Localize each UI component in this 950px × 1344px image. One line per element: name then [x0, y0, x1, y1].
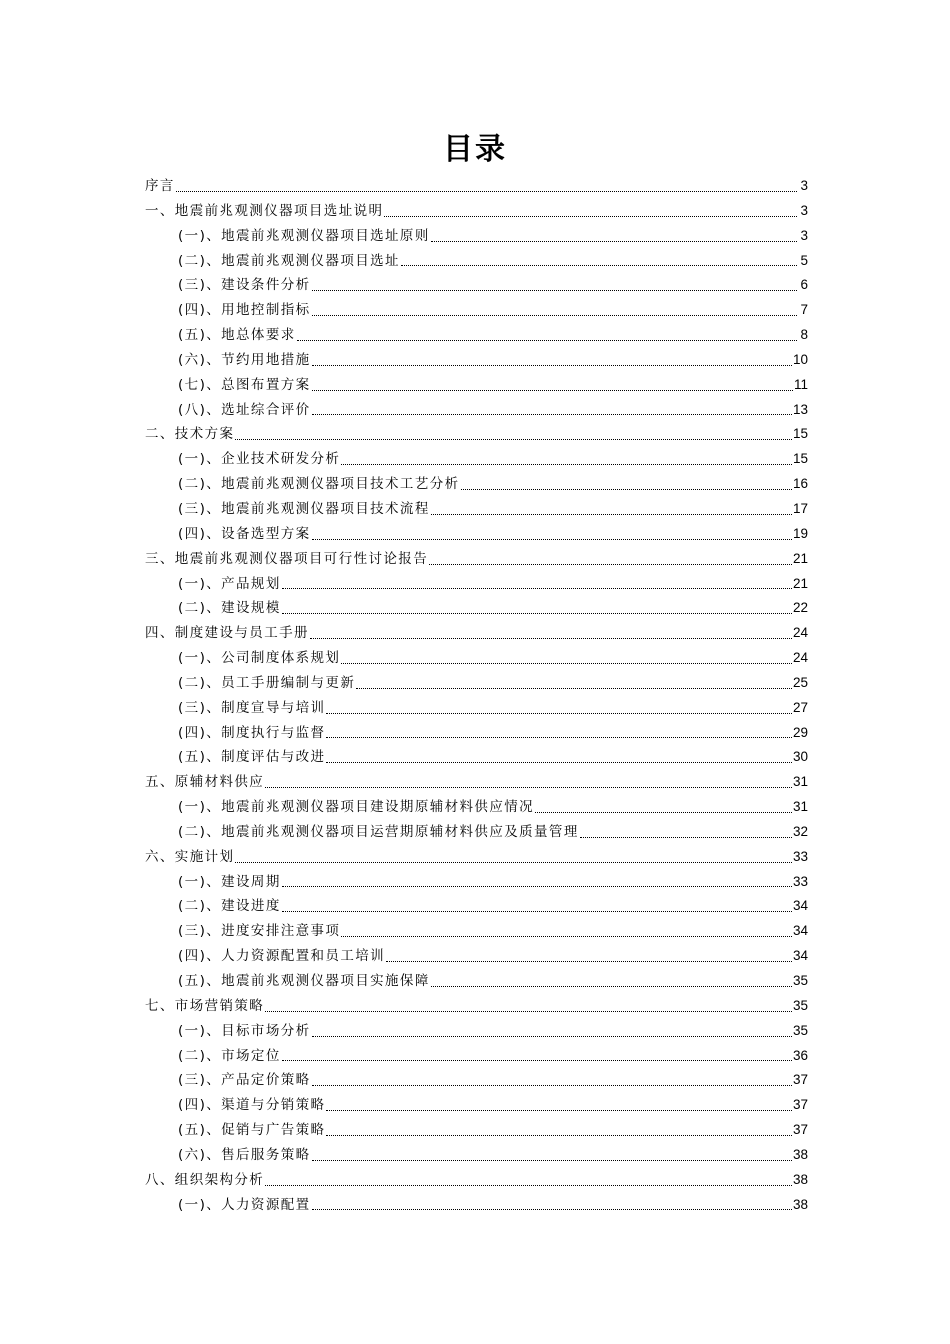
toc-subsection-entry[interactable] [145, 1143, 808, 1168]
toc-entry-label: (三)、地震前兆观测仪器项目技术流程 [178, 500, 430, 517]
toc-page-number: 6 [800, 277, 808, 293]
toc-entry-label: (二)、建设规模 [178, 600, 281, 617]
toc-subsection-entry[interactable] [145, 1068, 808, 1093]
toc-section-entry[interactable] [145, 621, 808, 646]
dot-leader [312, 390, 793, 391]
toc-section-entry[interactable] [145, 422, 808, 447]
dot-leader [235, 439, 792, 440]
toc-page-number: 38 [792, 1171, 808, 1187]
toc-subsection-entry[interactable] [145, 1093, 808, 1118]
dot-leader [282, 886, 792, 887]
toc-page-number: 37 [792, 1097, 808, 1113]
toc-entry-label: (一)、人力资源配置 [178, 1196, 311, 1213]
toc-subsection-entry[interactable] [145, 596, 808, 621]
toc-entry-label: (五)、制度评估与改进 [178, 749, 326, 766]
toc-subsection-entry[interactable] [145, 1044, 808, 1069]
dot-leader [312, 315, 797, 316]
toc-page-number: 17 [792, 500, 808, 516]
toc-subsection-entry[interactable] [145, 1019, 808, 1044]
toc-page-number: 5 [800, 252, 808, 268]
toc-subsection-entry[interactable] [145, 249, 808, 274]
toc-page-number: 21 [792, 550, 808, 566]
toc-entry-label: 五、原辅材料供应 [145, 774, 265, 791]
toc-entry-label: (三)、产品定价策略 [178, 1072, 311, 1089]
toc-subsection-entry[interactable] [145, 572, 808, 597]
toc-page-number: 24 [792, 625, 808, 641]
toc-subsection-entry[interactable] [145, 870, 808, 895]
table-of-contents [145, 174, 808, 1217]
dot-leader [326, 1135, 792, 1136]
dot-leader [535, 812, 792, 813]
dot-leader [265, 787, 792, 788]
toc-subsection-entry[interactable] [145, 944, 808, 969]
toc-section-entry[interactable] [145, 547, 808, 572]
toc-subsection-entry[interactable] [145, 522, 808, 547]
dot-leader [312, 290, 797, 291]
dot-leader [312, 1036, 792, 1037]
toc-entry-label: (六)、节约用地措施 [178, 351, 311, 368]
dot-leader [265, 1011, 792, 1012]
dot-leader [326, 1110, 792, 1111]
dot-leader [282, 613, 792, 614]
toc-entry-label: (八)、选址综合评价 [178, 401, 311, 418]
dot-leader [386, 961, 792, 962]
toc-subsection-entry[interactable] [145, 795, 808, 820]
toc-page-number: 3 [800, 227, 808, 243]
toc-entry-label: (五)、地震前兆观测仪器项目实施保障 [178, 973, 430, 989]
toc-entry-label: (四)、用地控制指标 [178, 302, 311, 319]
toc-subsection-entry[interactable] [145, 298, 808, 323]
toc-page-number: 34 [792, 948, 808, 964]
toc-entry-label: (二)、地震前兆观测仪器项目运营期原辅材料供应及质量管理 [178, 823, 579, 840]
toc-section-entry[interactable] [145, 174, 808, 199]
toc-entry-label: (二)、市场定位 [178, 1047, 281, 1064]
toc-page-number: 31 [792, 799, 808, 815]
toc-page-number: 30 [792, 749, 808, 765]
toc-entry-label: 二、技术方案 [145, 426, 235, 443]
toc-subsection-entry[interactable] [145, 969, 808, 994]
dot-leader [431, 986, 792, 987]
toc-subsection-entry[interactable] [145, 472, 808, 497]
toc-entry-label: (四)、制度执行与监督 [178, 724, 326, 741]
toc-entry-label: (七)、总图布置方案 [178, 376, 311, 393]
toc-page-number: 38 [792, 1146, 808, 1162]
toc-entry-label: 序言 [145, 178, 175, 194]
dot-leader [297, 340, 797, 341]
dot-leader [431, 241, 797, 242]
toc-entry-label: 七、市场营销策略 [145, 997, 265, 1014]
toc-entry-label: (三)、制度宣导与培训 [178, 699, 326, 716]
toc-page-number: 24 [792, 650, 808, 666]
dot-leader [312, 414, 792, 415]
toc-page-number: 22 [792, 600, 808, 616]
toc-entry-label: (一)、地震前兆观测仪器项目选址原则 [178, 227, 430, 244]
toc-subsection-entry[interactable] [145, 721, 808, 746]
toc-page-number: 33 [792, 848, 808, 864]
dot-leader [282, 911, 792, 912]
toc-section-entry[interactable] [145, 199, 808, 224]
toc-section-entry[interactable] [145, 770, 808, 795]
toc-entry-label: (一)、企业技术研发分析 [178, 451, 341, 468]
toc-entry-label: (一)、目标市场分析 [178, 1022, 311, 1039]
dot-leader [235, 862, 792, 863]
toc-entry-label: (四)、设备选型方案 [178, 525, 311, 542]
toc-page-number: 35 [792, 1022, 808, 1038]
dot-leader [431, 514, 792, 515]
toc-page-number: 15 [792, 451, 808, 467]
dot-leader [461, 489, 792, 490]
dot-leader [356, 688, 792, 689]
dot-leader [326, 713, 792, 714]
toc-subsection-entry[interactable] [145, 224, 808, 249]
toc-section-entry[interactable] [145, 994, 808, 1019]
toc-page-number: 33 [792, 873, 808, 889]
toc-page-number: 7 [800, 302, 808, 318]
toc-page-number: 35 [792, 973, 808, 988]
toc-entry-label: 四、制度建设与员工手册 [145, 625, 309, 642]
toc-subsection-entry[interactable] [145, 646, 808, 671]
dot-leader [384, 216, 797, 217]
toc-entry-label: (一)、公司制度体系规划 [178, 650, 341, 667]
toc-section-entry[interactable] [145, 1168, 808, 1193]
toc-page-number: 35 [792, 997, 808, 1013]
toc-page-number: 25 [792, 674, 808, 690]
toc-subsection-entry[interactable] [145, 348, 808, 373]
toc-entry-label: 六、实施计划 [145, 848, 235, 865]
toc-entry-label: (五)、地总体要求 [178, 327, 296, 344]
toc-entry-label: 一、地震前兆观测仪器项目选址说明 [145, 202, 384, 219]
dot-leader [341, 464, 792, 465]
toc-entry-label: (二)、员工手册编制与更新 [178, 674, 356, 691]
toc-subsection-entry[interactable] [145, 447, 808, 472]
dot-leader [326, 762, 792, 763]
toc-subsection-entry[interactable] [145, 323, 808, 348]
dot-leader [265, 1185, 792, 1186]
toc-page-number: 36 [792, 1047, 808, 1063]
toc-subsection-entry[interactable] [145, 745, 808, 770]
toc-page-number: 8 [800, 327, 808, 343]
dot-leader [429, 564, 792, 565]
dot-leader [312, 1160, 792, 1161]
toc-subsection-entry[interactable] [145, 1193, 808, 1218]
dot-leader [312, 1209, 792, 1210]
toc-subsection-entry[interactable] [145, 1118, 808, 1143]
dot-leader [312, 365, 792, 366]
toc-page-number: 32 [792, 823, 808, 839]
toc-entry-label: (一)、产品规划 [178, 575, 281, 592]
toc-entry-label: (三)、进度安排注意事项 [178, 923, 341, 940]
dot-leader [341, 663, 792, 664]
toc-entry-label: (五)、促销与广告策略 [178, 1122, 326, 1139]
toc-entry-label: (二)、地震前兆观测仪器项目选址 [178, 252, 400, 269]
dot-leader [312, 1085, 792, 1086]
toc-page-number: 37 [792, 1072, 808, 1088]
toc-entry-label: (六)、售后服务策略 [178, 1146, 311, 1163]
toc-subsection-entry[interactable] [145, 373, 808, 398]
toc-entry-label: (二)、地震前兆观测仪器项目技术工艺分析 [178, 476, 460, 493]
dot-leader [282, 1060, 792, 1061]
toc-page-number: 21 [792, 575, 808, 591]
toc-page-number: 31 [792, 774, 808, 790]
toc-entry-label: (四)、人力资源配置和员工培训 [178, 948, 386, 965]
toc-subsection-entry[interactable] [145, 696, 808, 721]
dot-leader [580, 837, 792, 838]
toc-page-number: 10 [792, 351, 808, 367]
toc-page-number: 3 [800, 202, 808, 218]
toc-page-number: 29 [792, 724, 808, 740]
toc-page-number: 3 [800, 178, 808, 193]
toc-entry-label: (四)、渠道与分销策略 [178, 1097, 326, 1114]
toc-entry-label: 八、组织架构分析 [145, 1171, 265, 1188]
toc-subsection-entry[interactable] [145, 671, 808, 696]
dot-leader [282, 588, 792, 589]
dot-leader [401, 265, 797, 266]
toc-subsection-entry[interactable] [145, 894, 808, 919]
toc-page-number: 19 [792, 525, 808, 541]
dot-leader [312, 539, 792, 540]
dot-leader [310, 638, 792, 639]
toc-subsection-entry[interactable] [145, 273, 808, 298]
toc-subsection-entry[interactable] [145, 919, 808, 944]
toc-entry-label: 三、地震前兆观测仪器项目可行性讨论报告 [145, 550, 429, 567]
dot-leader [176, 191, 797, 192]
toc-subsection-entry[interactable] [145, 497, 808, 522]
toc-title: 目录 [443, 132, 507, 167]
toc-page-number: 34 [792, 898, 808, 914]
toc-page-number: 15 [792, 426, 808, 442]
toc-entry-label: (二)、建设进度 [178, 898, 281, 915]
toc-subsection-entry[interactable] [145, 398, 808, 423]
toc-entry-label: (一)、建设周期 [178, 873, 281, 890]
toc-page-number: 34 [792, 923, 808, 939]
toc-page-number: 27 [792, 699, 808, 715]
toc-page-number: 38 [792, 1196, 808, 1212]
dot-leader [341, 936, 792, 937]
toc-page-number: 11 [793, 376, 808, 392]
toc-subsection-entry[interactable] [145, 820, 808, 845]
toc-page-number: 16 [792, 476, 808, 492]
toc-entry-label: (三)、建设条件分析 [178, 277, 311, 294]
dot-leader [326, 737, 792, 738]
toc-section-entry[interactable] [145, 845, 808, 870]
toc-entry-label: (一)、地震前兆观测仪器项目建设期原辅材料供应情况 [178, 799, 535, 816]
toc-page-number: 13 [792, 401, 808, 417]
toc-page-number: 37 [792, 1122, 808, 1138]
